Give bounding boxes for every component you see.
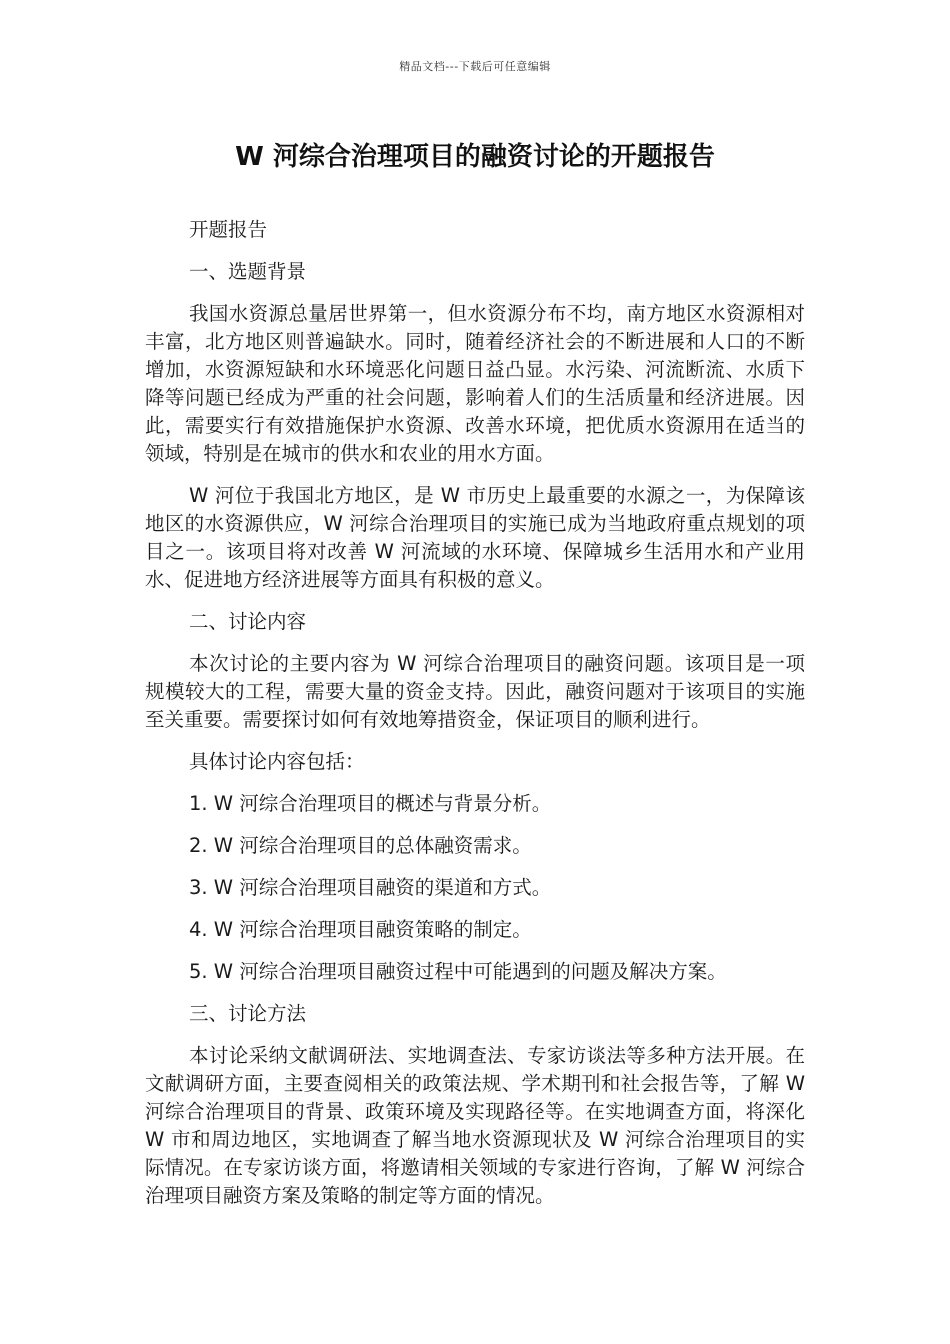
document-body bbox=[145, 216, 805, 1224]
page-header-note: 精品文档---下载后可任意编辑 bbox=[399, 60, 551, 73]
paragraph-method: 本讨论采纳文献调研法、实地调查法、专家访谈法等多种方法开展。在文献调研方面，主要查阅相关的政策法规、学术期刊和社会报告等，了解 W 河综合治理项目的背景、政策环境及实现路径等。在实地调查方面，将深化 W 市和周边地区，实地调查了解当地水资源现状及 W 河综合治理项目的实际情况。在专家访谈方面，将邀请相关领域的专家进行咨询，了解 W 河综合治理项目融资方案及策略的制定等方面的情况。 bbox=[145, 1044, 805, 1207]
list-item: 4. W 河综合治理项目融资策略的制定。 bbox=[189, 918, 532, 941]
section-heading-content: 二、讨论内容 bbox=[189, 610, 307, 633]
list-item: 5. W 河综合治理项目融资过程中可能遇到的问题及解决方案。 bbox=[189, 960, 727, 983]
research-items-list bbox=[145, 790, 805, 986]
list-item: 3. W 河综合治理项目融资的渠道和方式。 bbox=[189, 876, 552, 899]
section-heading-background: 一、选题背景 bbox=[189, 260, 307, 283]
section-heading-method: 三、讨论方法 bbox=[189, 1002, 307, 1025]
paragraph-background-1: 我国水资源总量居世界第一，但水资源分布不均，南方地区水资源相对丰富，北方地区则普遍缺水。同时，随着经济社会的不断进展和人口的不断增加，水资源短缺和水环境恶化问题日益凸显。水污染、河流断流、水质下降等问题已经成为严重的社会问题，影响着人们的生活质量和经济进展。因此，需要实行有效措施保护水资源、改善水环境，把优质水资源用在适当的领域，特别是在城市的供水和农业的用水方面。 bbox=[145, 302, 805, 465]
list-intro: 具体讨论内容包括： bbox=[189, 750, 365, 773]
paragraph-background-2: W 河位于我国北方地区，是 W 市历史上最重要的水源之一，为保障该地区的水资源供应，W 河综合治理项目的实施已成为当地政府重点规划的项目之一。该项目将对改善 W 河流域的水环境、保障城乡生活用水和产业用水、促进地方经济进展等方面具有积极的意义。 bbox=[145, 484, 805, 591]
document-title: W 河综合治理项目的融资讨论的开题报告 bbox=[235, 142, 715, 172]
list-item: 1. W 河综合治理项目的概述与背景分析。 bbox=[189, 792, 552, 815]
list-item: 2. W 河综合治理项目的总体融资需求。 bbox=[189, 834, 532, 857]
report-label: 开题报告 bbox=[189, 218, 268, 241]
paragraph-content: 本次讨论的主要内容为 W 河综合治理项目的融资问题。该项目是一项规模较大的工程，需要大量的资金支持。因此，融资问题对于该项目的实施至关重要。需要探讨如何有效地筹措资金，保证项目的顺利进行。 bbox=[145, 652, 805, 731]
